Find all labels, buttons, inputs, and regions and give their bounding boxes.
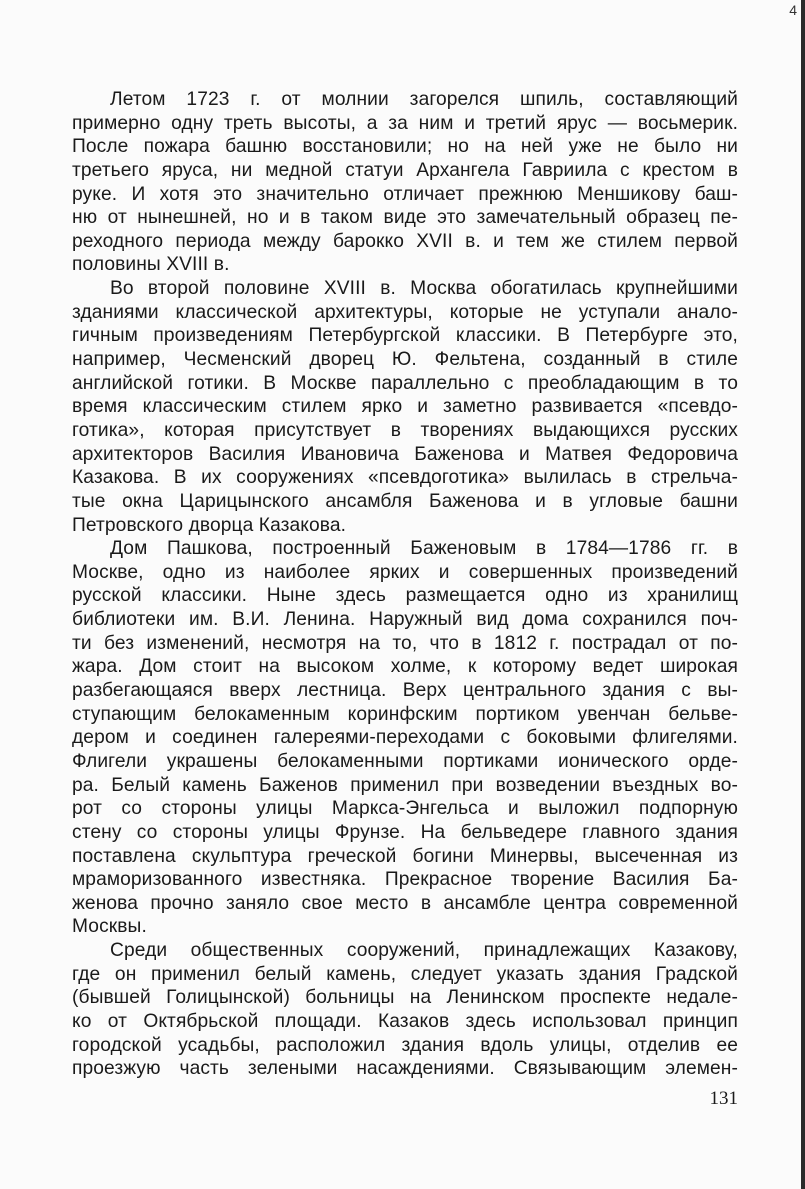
text-line: разбегающаяся вверх лестница. Верх центрального здания с вы- [72,680,738,702]
text-line: ра. Белый камень Баженов применил при возведении въездных во- [72,774,738,796]
text-line: Петровского дворца Казакова. [72,514,347,536]
text-line: библиотеки им. В.И. Ленина. Наружный вид дома сохранился поч- [72,609,738,631]
text-line: Дом Пашкова, построенный Баженовым в 1784—1786 гг. в [110,538,738,560]
text-line: тые окна Царицынского ансамбля Баженова и в угловые башни [72,490,738,512]
text-line: дером и соединен галереями-переходами с боковыми флигелями. [72,727,738,749]
text-line: Летом 1723 г. от молнии загорелся шпиль, составляющий [110,89,738,110]
text-line: английской готики. В Москве параллельно с преобладающим в то [72,372,738,394]
text-line: женова прочно заняло свое место в ансамбле центра современной [72,892,738,914]
corner-mark: 4 [789,2,797,18]
text-line: где он применил белый камень, следует указать здания Градской [72,963,738,985]
text-line: зданиями классической архитектуры, которые не уступали анало- [72,301,738,323]
text-line: Флигели украшены белокаменными портиками ионического орде- [72,750,738,772]
text-line: (бывшей Голицынской) больницы на Ленинском проспекте недале- [72,987,738,1009]
text-line: третьего яруса, ни медной статуи Архангела Гавриила с крестом в [72,159,738,181]
text-line: поставлена скульптура греческой богини Минервы, высеченная из [72,845,738,867]
paragraph [72,939,738,1081]
text-line: городской усадьбы, расположил здания вдоль улицы, отделив ее [72,1034,738,1056]
text-line: русской классики. Ныне здесь размещается одно из хранилищ [72,585,738,607]
text-line: руке. И хотя это значительно отличает прежнюю Меншикову баш- [72,183,738,205]
page-edge-shadow [801,0,805,1189]
text-line: ступающим белокаменным коринфским портиком увенчан бельве- [72,703,738,725]
text-line: например, Чесменский дворец Ю. Фельтена, созданный в стиле [72,349,738,371]
text-line: Среди общественных сооружений, принадлежащих Казакову, [110,940,738,962]
text-line: примерно одну треть высоты, а за ним и третий ярус — восьмерик. [72,112,738,134]
text-line: жара. Дом стоит на высоком холме, к которому ведет широкая [72,656,738,678]
text-line: ню от нынешней, но и в таком виде это замечательный образец пе- [72,207,738,229]
text-line: рот со стороны улицы Маркса-Энгельса и выложил подпорную [72,798,738,820]
text-line: Москвы. [72,916,147,938]
text-line: мраморизованного известняка. Прекрасное творение Василия Ба- [72,869,738,891]
text-line: Москве, одно из наиболее ярких и совершенных произведений [72,561,738,583]
text-line: архитекторов Василия Ивановича Баженова и Матвея Федоровича [72,443,738,465]
text-line: реходного периода между барокко XVII в. и тем же стилем первой [72,230,738,252]
paragraph [72,88,738,277]
text-line: Казакова. В их сооружениях «псевдоготика» вылилась в стрельча- [72,467,738,489]
paragraph [72,537,738,939]
text-line: готика», которая присутствует в творениях выдающихся русских [72,419,738,441]
text-line: ти без изменений, несмотря на то, что в 1812 г. пострадал от по- [72,632,738,654]
text-line: гичным произведениям Петербургской классики. В Петербурге это, [72,325,738,347]
text-line: стену со стороны улицы Фрунзе. На бельведере главного здания [72,821,738,843]
text-line: время классическим стилем ярко и заметно развивается «псевдо- [72,396,738,418]
text-line: После пожара башню восстановили; но на ней уже не было ни [72,136,738,158]
text-line: ко от Октябрьской площади. Казаков здесь использовал принцип [72,1010,738,1032]
text-line: половины XVIII в. [72,254,230,276]
body-text [72,88,738,1081]
text-line: Во второй половине XVIII в. Москва обогатилась крупнейшими [110,278,738,300]
paragraph [72,277,738,537]
page-number: 131 [709,1088,738,1109]
text-line: проезжую часть зелеными насаждениями. Связывающим элемен- [72,1058,738,1080]
